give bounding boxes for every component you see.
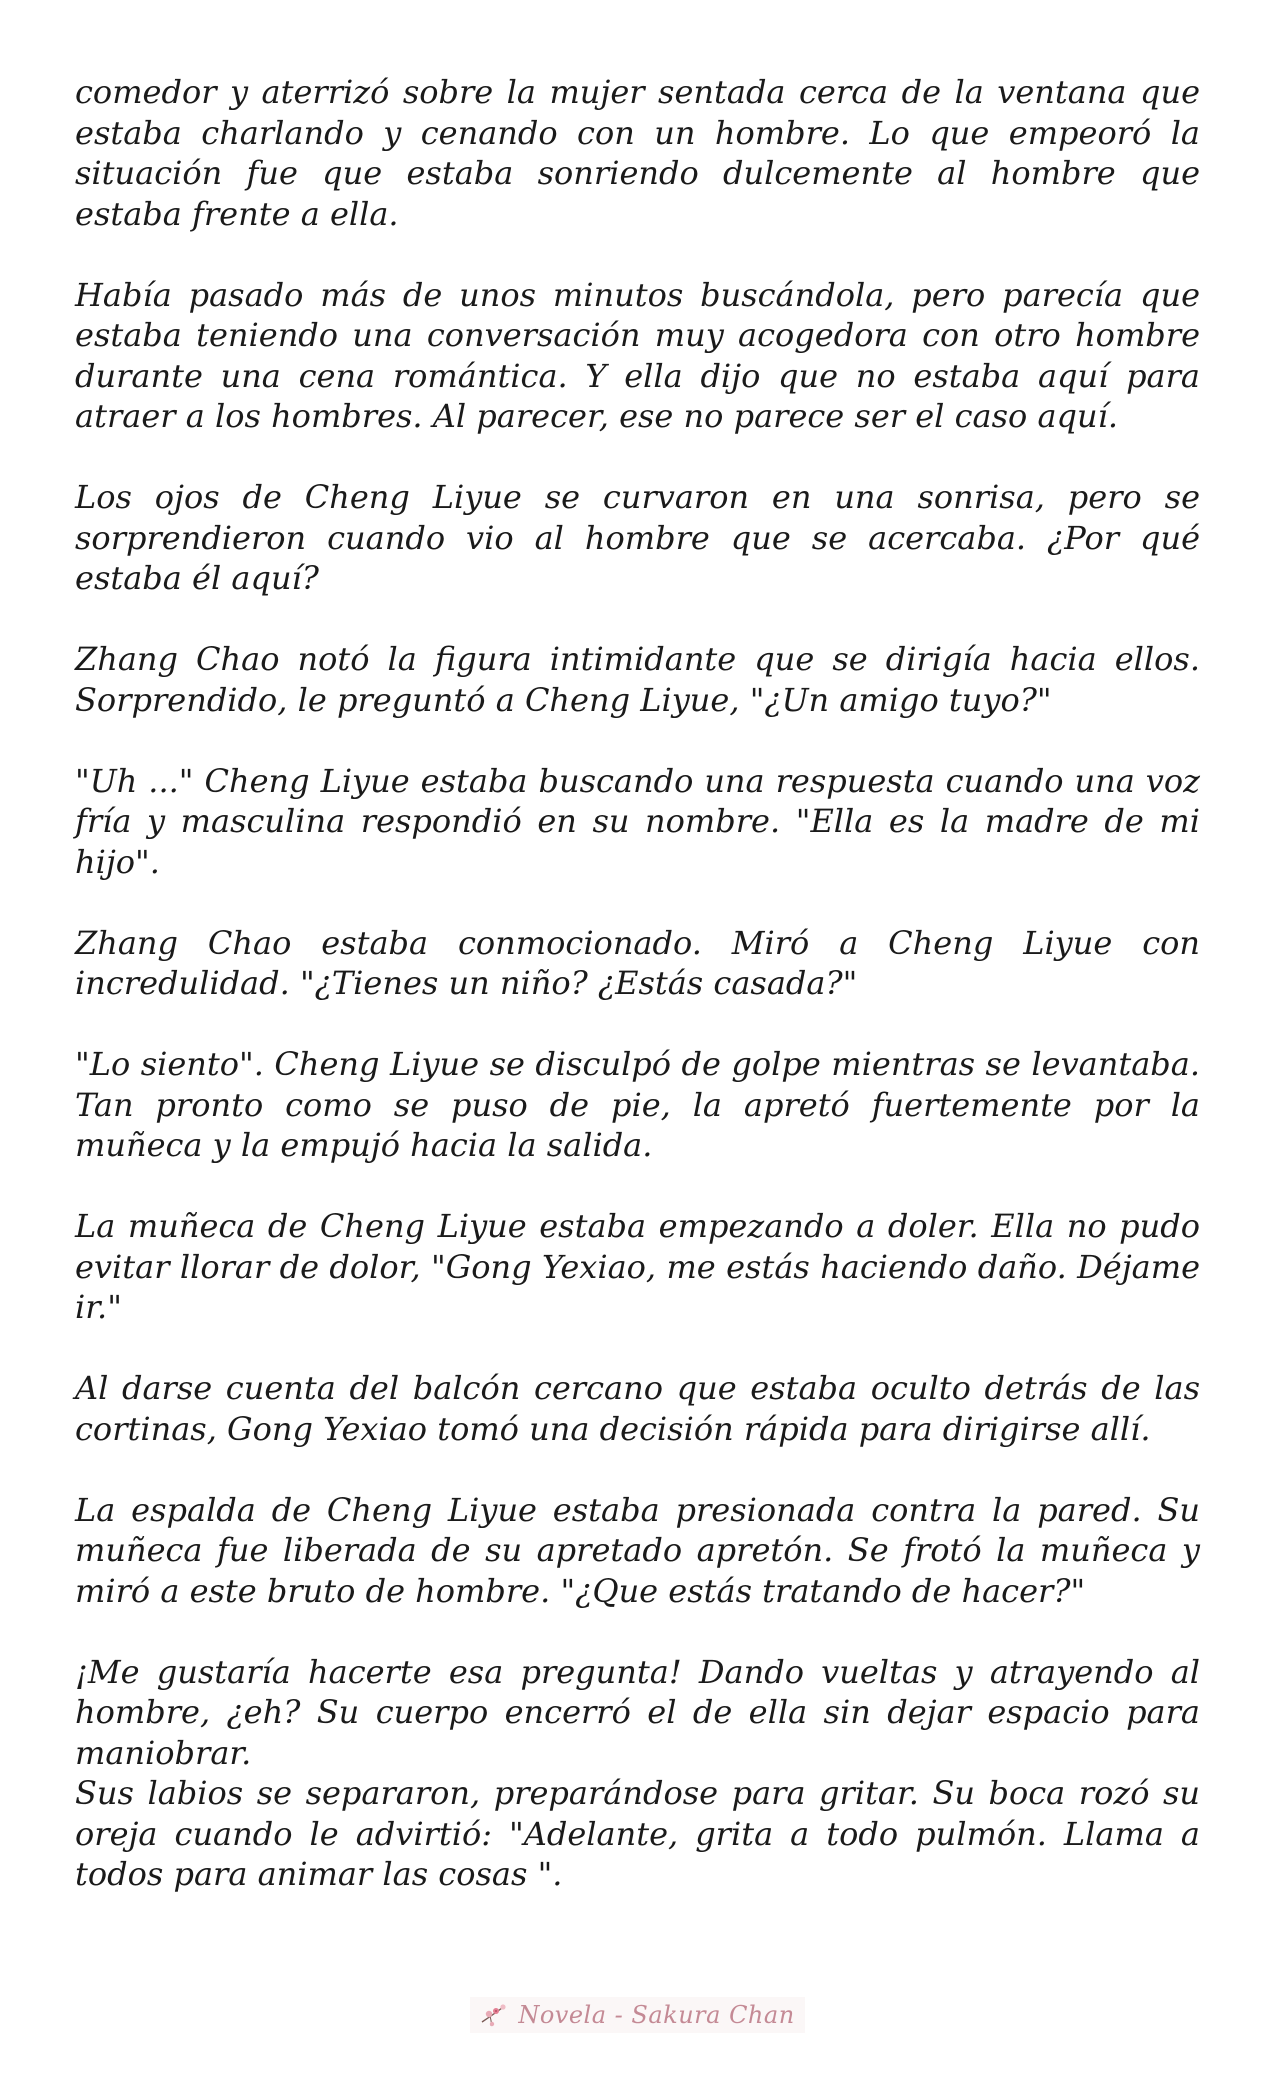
document-body: [75, 72, 1200, 1895]
paragraph: Sus labios se separaron, preparándose para gritar. Su boca rozó su oreja cuando le advirtió: "Adelante, grita a todo pulmón. Llama a todos para animar las cosas ".: [75, 1774, 1200, 1893]
paragraph: "Uh ..." Cheng Liyue estaba buscando una respuesta cuando una voz fría y masculina respondió en su nombre. "Ella es la madre de mi hijo".: [75, 761, 1200, 881]
watermark-footer: [0, 1992, 1275, 2038]
paragraph: La muñeca de Cheng Liyue estaba empezando a doler. Ella no pudo evitar llorar de dolor, "Gong Yexiao, me estás haciendo daño. Déjame ir.": [75, 1207, 1200, 1326]
paragraph: comedor y aterrizó sobre la mujer sentada cerca de la ventana que estaba charlando y cenando con un hombre. Lo que empeoró la situación fue que estaba sonriendo dulcemente al hombre que estaba frente a ella.: [75, 73, 1200, 233]
paragraph: Los ojos de Cheng Liyue se curvaron en una sonrisa, pero se sorprendieron cuando vio al hombre que se acercaba. ¿Por qué estaba él aquí?: [75, 478, 1200, 597]
paragraph: La espalda de Cheng Liyue estaba presionada contra la pared. Su muñeca fue liberada de su apretado apretón. Se frotó la muñeca y miró a este bruto de hombre. "¿Que estás tratando de hacer?": [75, 1490, 1200, 1610]
watermark: [470, 1997, 804, 2033]
watermark-text: Novela - Sakura Chan: [518, 2001, 795, 2029]
paragraph: Zhang Chao estaba conmocionado. Miró a Cheng Liyue con incredulidad. "¿Tienes un niño? ¿Estás casada?": [75, 923, 1200, 1002]
paragraph: Al darse cuenta del balcón cercano que estaba oculto detrás de las cortinas, Gong Yexiao tomó una decisión rápida para dirigirse allí.: [75, 1369, 1200, 1448]
paragraph: "Lo siento". Cheng Liyue se disculpó de golpe mientras se levantaba. Tan pronto como se puso de pie, la apretó fuertemente por la muñeca y la empujó hacia la salida.: [75, 1045, 1200, 1164]
paragraph: Había pasado más de unos minutos buscándola, pero parecía que estaba teniendo una conversación muy acogedora con otro hombre durante una cena romántica. Y ella dijo que no estaba aquí para atraer a los hombres. Al parecer, ese no parece ser el caso aquí.: [75, 275, 1200, 435]
cherry-blossom-icon: [480, 2002, 510, 2028]
paragraph: ¡Me gustaría hacerte esa pregunta! Dando vueltas y atrayendo al hombre, ¿eh? Su cuerpo encerró el de ella sin dejar espacio para maniobrar.: [75, 1652, 1200, 1772]
paragraph: Zhang Chao notó la figura intimidante que se dirigía hacia ellos. Sorprendido, le preguntó a Cheng Liyue, "¿Un amigo tuyo?": [75, 640, 1200, 719]
